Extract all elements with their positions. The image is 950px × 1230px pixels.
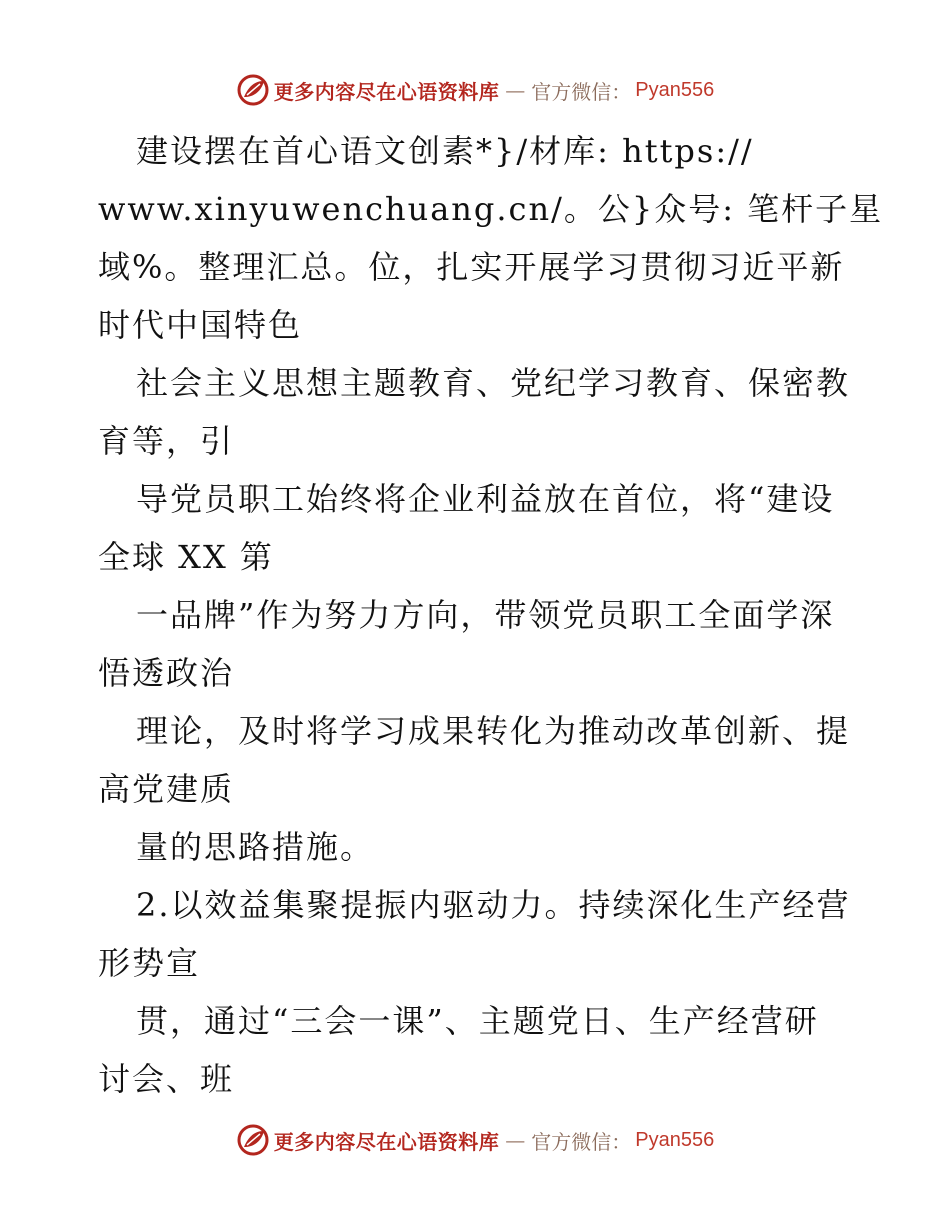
text-line: 理论，及时将学习成果转化为推动改革创新、提 xyxy=(136,712,851,750)
document-body xyxy=(98,122,884,1108)
text-line: 量的思路措施。 xyxy=(136,828,375,866)
text-line: 育等，引 xyxy=(98,422,235,460)
footer-dash: — xyxy=(505,1128,526,1152)
header-banner xyxy=(0,70,950,110)
text-line: 贯，通过“三会一课”、主题党日、生产经营研 xyxy=(136,1002,819,1040)
text-line: 时代中国特色 xyxy=(98,306,303,344)
text-line: 悟透政治 xyxy=(98,654,235,692)
text-line: www.xinyuwenchuang.cn/。公}众号: 笔杆子星 xyxy=(98,190,884,228)
text-line: 高党建质 xyxy=(98,770,235,808)
footer-slogan: 更多内容尽在心语资料库 xyxy=(273,1129,500,1154)
footer-wechat-label: 官方微信： xyxy=(531,1129,632,1154)
footer-banner xyxy=(0,1120,950,1160)
header-slogan: 更多内容尽在心语资料库 xyxy=(273,79,500,104)
footer-banner-content xyxy=(236,1123,714,1157)
text-line: 社会主义思想主题教育、党纪学习教育、保密教 xyxy=(136,364,851,402)
text-line: 形势宣 xyxy=(98,944,201,982)
header-wechat-id: Pyan556 xyxy=(635,78,715,101)
text-line: 全球 XX 第 xyxy=(98,538,274,576)
circular-leaf-logo-icon xyxy=(236,73,270,107)
header-banner-content xyxy=(236,73,714,107)
text-line: 域%。整理汇总。位，扎实开展学习贯彻习近平新 xyxy=(98,248,845,286)
circular-leaf-logo-icon xyxy=(236,1123,270,1157)
footer-wechat-id: Pyan556 xyxy=(635,1128,715,1151)
text-line: 导党员职工始终将企业利益放在首位，将“建设 xyxy=(136,480,835,518)
text-line: 2.以效益集聚提振内驱动力。持续深化生产经营 xyxy=(136,886,851,924)
text-line: 讨会、班 xyxy=(98,1060,235,1098)
text-line: 一品牌”作为努力方向，带领党员职工全面学深 xyxy=(136,596,835,634)
header-dash: — xyxy=(505,78,526,102)
header-wechat-label: 官方微信： xyxy=(531,79,632,104)
text-line: 建设摆在首心语文创素*}/材库: https:// xyxy=(136,132,754,170)
